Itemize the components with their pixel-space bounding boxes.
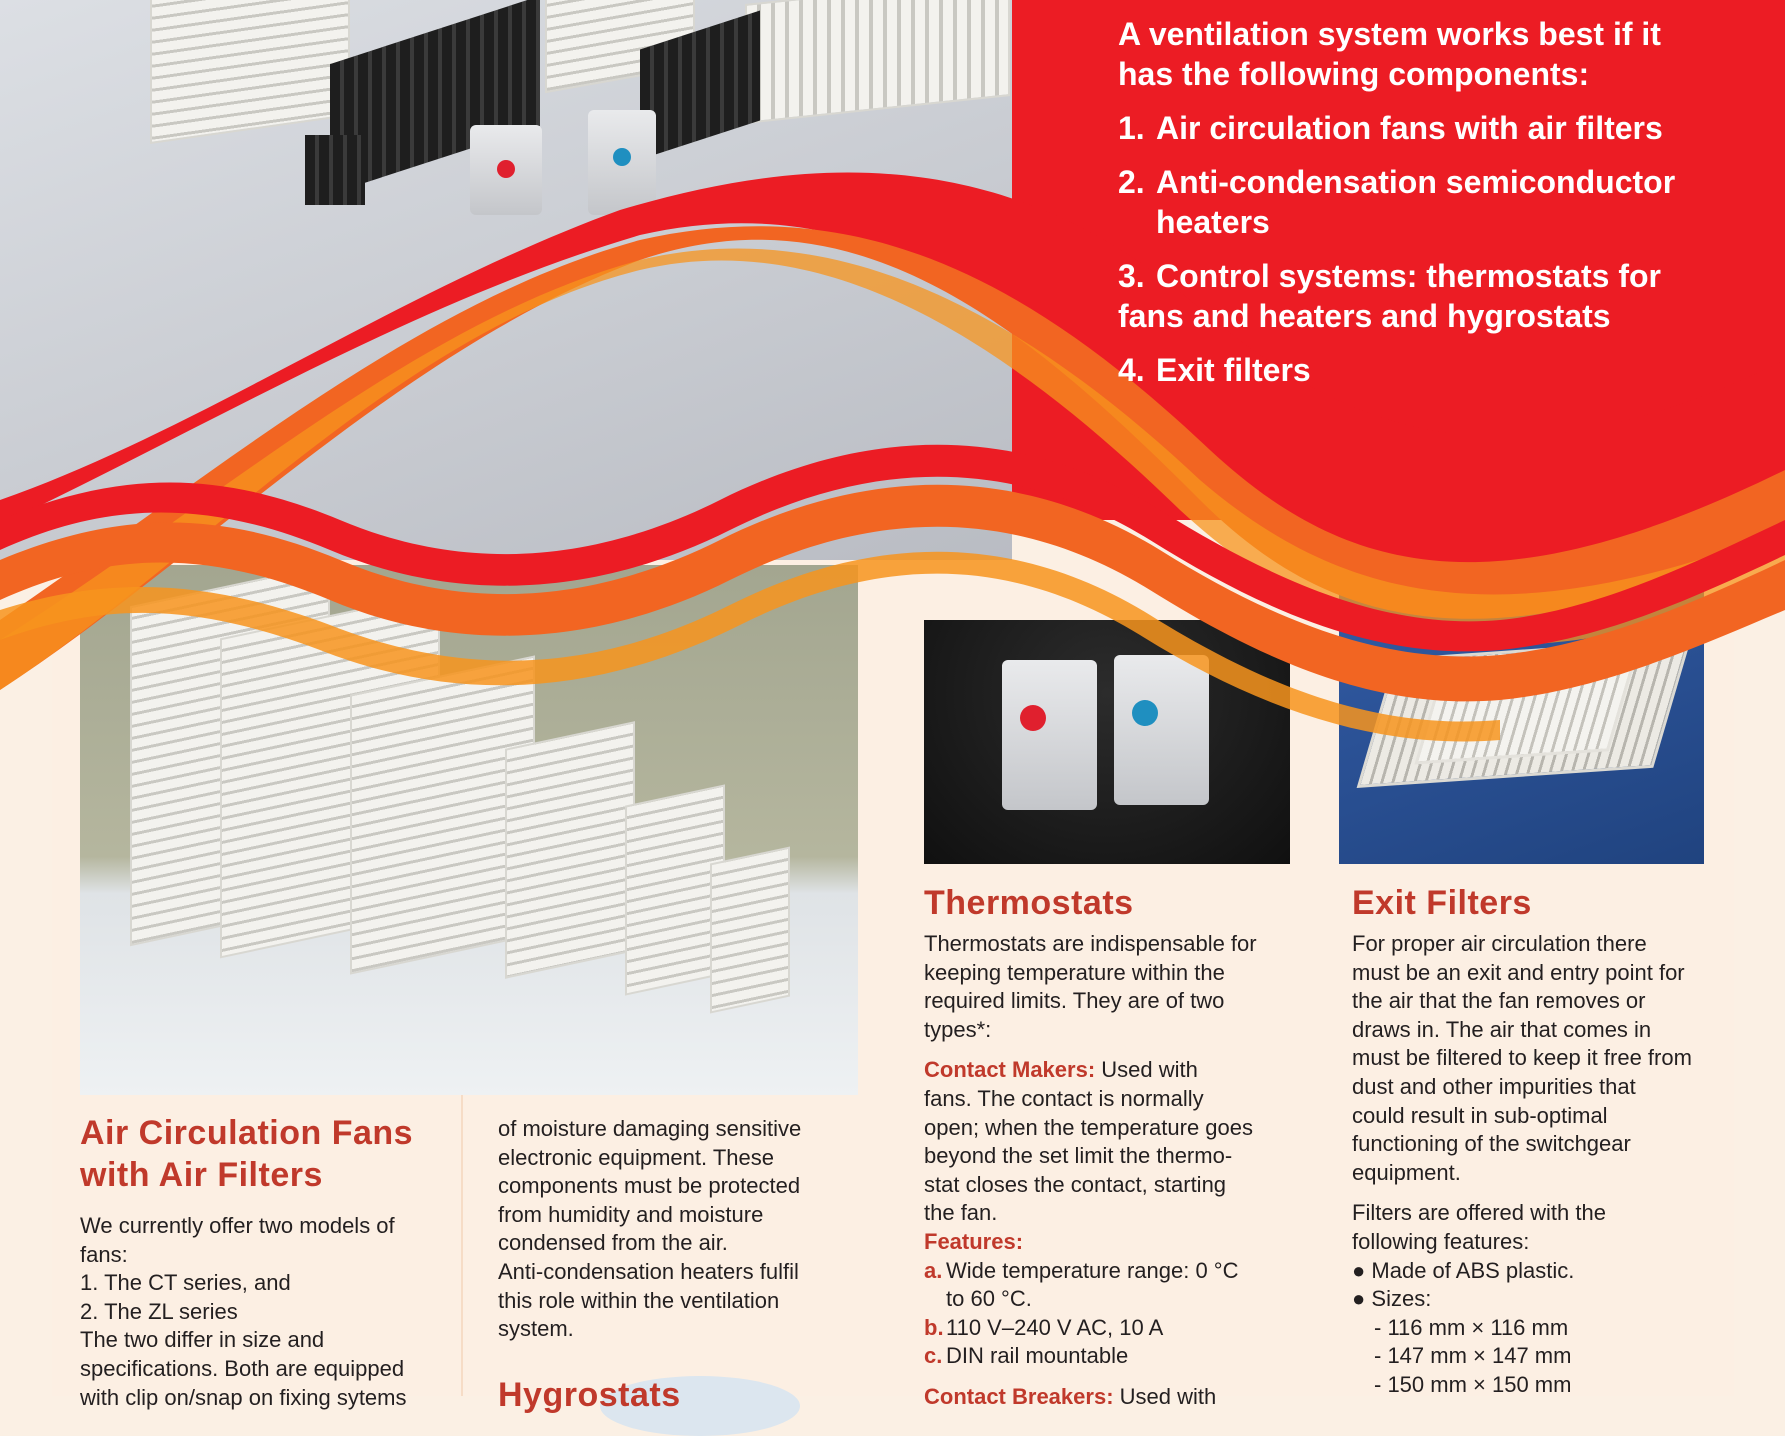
contact-makers-label: Contact Makers: — [924, 1057, 1096, 1083]
exit-filters-body: For proper air circulation there must be an exit and entry point for the air that the fan removes or draws in. The air that comes in must be filtered to keep it free from dust and other impurities that could result in sub-optimal functioning of the switchgear equipment. Filters are offered with the following features: ● Made of ABS plastic. ● Sizes: - 116 mm × 116 mm - 147 mm × 147 mm - 150 mm × 150 mm — [1352, 930, 1732, 1400]
ventilation-intro — [1118, 14, 1758, 404]
list-item: 3. Control systems: thermostats for fans and heaters and hygrostats — [1118, 258, 1661, 334]
list-item: - 150 mm × 150 mm — [1374, 1371, 1572, 1397]
list-item: b. 110 V–240 V AC, 10 A — [924, 1314, 1164, 1340]
contact-breakers-label: Contact Breakers: — [924, 1383, 1114, 1409]
ventilation-intro-text: A ventilation system works best if it has the following components: — [1118, 16, 1661, 92]
fans-body: We currently offer two models of fans: 1. The CT series, and 2. The ZL series The two differ in size and specifications. Both are equipped with clip on/snap on fixing sytems — [80, 1213, 407, 1410]
list-item: 4. Exit filters — [1118, 352, 1311, 388]
list-item: c. DIN rail mountable — [924, 1343, 1129, 1369]
fans-heading: Air Circulation Fans with Air Filters — [80, 1114, 414, 1194]
list-item: to 60 °C. — [946, 1286, 1032, 1312]
list-item: 1. Air circulation fans with air filters — [1118, 110, 1663, 146]
thermostats-heading: Thermostats — [924, 884, 1134, 922]
heaters-body: of moisture damaging sensitive electronic equipment. These components must be protected from humidity and moisture condensed from the air. Anti-condensation heaters fulfil this role within the ventilation system. — [498, 1116, 802, 1342]
list-item: 2. Anti-condensation semiconductor heaters — [1118, 164, 1676, 240]
hygrostats-heading: Hygrostats — [498, 1376, 681, 1414]
list-item: ● Sizes: — [1352, 1285, 1732, 1314]
list-item: a. Wide temperature range: 0 °C — [924, 1257, 1239, 1283]
exit-filters-heading: Exit Filters — [1352, 884, 1532, 922]
column-divider — [461, 1095, 463, 1396]
thermostats-body: Thermostats are indispensable for keeping temperature within the required limits. They are of two types*: Contact Makers: Used with fans. The contact is normally open; when the temperature goes beyond the set limit the thermo- stat closes the contact, starting the fan. Features: a. Wide temperature range: 0 °C to 60 °C. b. 110 V–240 V AC, 10 A c. DIN rail mountable Contact Breakers: Used with — [924, 930, 1304, 1412]
list-item: ● Made of ABS plastic. — [1352, 1257, 1732, 1286]
list-item: - 147 mm × 147 mm — [1374, 1343, 1572, 1369]
ventilation-components-list — [1118, 108, 1758, 390]
list-item: - 116 mm × 116 mm — [1374, 1314, 1569, 1340]
features-label: Features: — [924, 1228, 1024, 1254]
